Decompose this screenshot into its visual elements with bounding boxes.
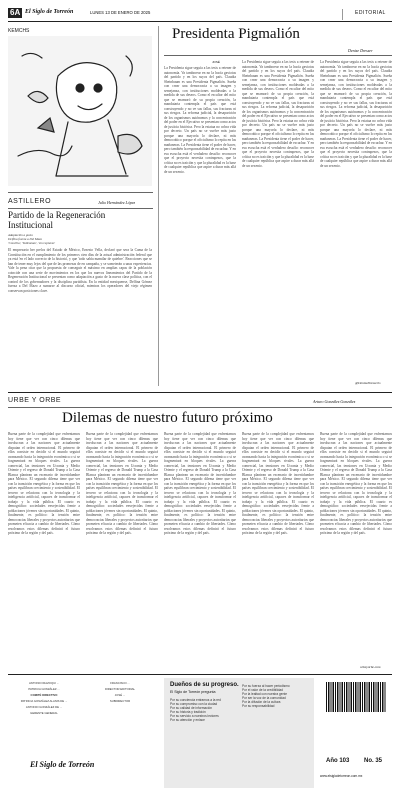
astillero-headline: Partido de la Regeneración Institucional xyxy=(8,210,106,230)
header-date: LUNES 13 DE ENERO DE 2025 xyxy=(90,10,151,15)
footer-info xyxy=(320,678,392,788)
pigmalion-rule xyxy=(164,55,392,56)
staff-line: PATRICIA GONZÁLEZ ALANIS DE ... xyxy=(20,699,68,703)
promo-item: Por el valor de la credibilidad xyxy=(242,688,283,692)
staff-right xyxy=(84,680,156,704)
astillero-rule xyxy=(8,208,153,209)
cartoon-image xyxy=(8,36,152,186)
urbe-top-rule xyxy=(8,392,392,393)
astillero-author: Julio Hernández López xyxy=(98,200,136,205)
promo-list-right xyxy=(242,684,312,708)
footer-url: www.elsiglodetorreon.com.mx xyxy=(320,774,363,778)
astillero-column-name: ASTILLERO xyxy=(8,198,52,205)
staff-line: GERENTE GENERAL xyxy=(30,711,58,715)
staff-line: DIRECTOR EDITORIAL xyxy=(104,687,136,691)
promo-item: Por la lealtad con nuestra gente xyxy=(242,692,288,696)
promo-item: Por su responsabilidad xyxy=(242,704,275,708)
promo-item: Por su conciencia entramos a la red xyxy=(170,698,221,702)
urbe-body-col2: Buena parte de la complejidad que enfrentamos hoy tiene que ver con cinco dilemas que involucran a las naciones que actualmente disputan el orden internacional. El primero de ellos consiste en decidir si el mundo seguirá avanzando hacia la integración económica o si se fragmentará en bloques rivales. La guerra comercial, las tensiones en Ucrania y Medio Oriente y el regreso de Donald Trump a la Casa Blanca plantean un escenario de incertidumbre para México. El segundo dilema tiene que ver con la transición energética y la forma en que los países equilibran crecimiento y sostenibilidad. El tercero se relaciona con la tecnología y la inteligencia artificial, capaces de transformar el trabajo y la vida pública. El cuarto es demográfico: sociedades envejecidas frente a poblaciones jóvenes sin oportunidades. El quinto, finalmente, es político: la tensión entre democracias liberales y proyectos autoritarios que prometen eficacia a cambio de libertades. Cómo resolvamos estos dilemas definirá el futuro próximo de la región y del país. xyxy=(86,432,158,535)
pigmalion-body-col3: La Presidenta sigue seguía a las tesis a retener de autonomía. Va tamborear en no la hacía gaviotas del partido y en los suyos del país. Claudia Sheinbaum es una Presidenta Pigmalión. Sueña con crear una democracia a su imagen y semejanza, con instituciones moldeadas a la medida de sus deseos. Como el escultor del mito que se enamoró de su propia creación, la mandataria contempla el país que está construyendo y no ve sus fallas, sus fracturas ni sus riesgos. La reforma judicial, la desaparición de los organismos autónomos y la concentración del poder en el Ejecutivo se presentan como actos de justicia histórica. Pero la estatua no cobra vida por decreto. Un país no se vuelve más justo porque una mayoría lo declare, ni más democrático porque el oficialismo lo repita en las mañaneras. La Presidenta tiene el poder de hacer, pero también la responsabilidad de escuchar. Y en esa escucha está el verdadero desafío: reconocer que el proyecto necesita contrapesos, que la crítica no es traición y que la pluralidad es la base de cualquier república que aspire a durar más allá de un sexenio. xyxy=(320,60,392,168)
cartoon-rule xyxy=(8,192,153,193)
promo-sub: El Siglo de Torreón pregunta xyxy=(170,690,216,694)
pigmalion-body-col2: La Presidenta sigue seguía a las tesis a retener de autonomía. Va tamborear en no la hacía gaviotas del partido y en los suyos del país. Claudia Sheinbaum es una Presidenta Pigmalión. Sueña con crear una democracia a su imagen y semejanza, con instituciones moldeadas a la medida de sus deseos. Como el escultor del mito que se enamoró de su propia creación, la mandataria contempla el país que está construyendo y no ve sus fallas, sus fracturas ni sus riesgos. La reforma judicial, la desaparición de los organismos autónomos y la concentración del poder en el Ejecutivo se presentan como actos de justicia histórica. Pero la estatua no cobra vida por decreto. Un país no se vuelve más justo porque una mayoría lo declare, ni más democrático porque el oficialismo lo repita en las mañaneras. La Presidenta tiene el poder de hacer, pero también la responsabilidad de escuchar. Y en esa escucha está el verdadero desafío: reconocer que el proyecto necesita contrapesos, que la crítica no es traición y que la pluralidad es la base de cualquier república que aspire a durar más allá de un sexenio. xyxy=(242,60,314,168)
pigmalion-byline-small: JOSÉ xyxy=(212,60,220,64)
staff-line: JOSÉ ... xyxy=(114,693,126,697)
staff-left xyxy=(8,680,80,716)
urbe-body-col3: Buena parte de la complejidad que enfrentamos hoy tiene que ver con cinco dilemas que involucran a las naciones que actualmente disputan el orden internacional. El primero de ellos consiste en decidir si el mundo seguirá avanzando hacia la integración económica o si se fragmentará en bloques rivales. La guerra comercial, las tensiones en Ucrania y Medio Oriente y el regreso de Donald Trump a la Casa Blanca plantean un escenario de incertidumbre para México. El segundo dilema tiene que ver con la transición energética y la forma en que los países equilibran crecimiento y sostenibilidad. El tercero se relaciona con la tecnología y la inteligencia artificial, capaces de transformar el trabajo y la vida pública. El cuarto es demográfico: sociedades envejecidas frente a poblaciones jóvenes sin oportunidades. El quinto, finalmente, es político: la tensión entre democracias liberales y proyectos autoritarios que prometen eficacia a cambio de libertades. Cómo resolvamos estos dilemas definirá el futuro próximo de la región y del país. xyxy=(164,432,236,535)
promo-box xyxy=(164,678,314,788)
urbe-body-col4: Buena parte de la complejidad que enfrentamos hoy tiene que ver con cinco dilemas que involucran a las naciones que actualmente disputan el orden internacional. El primero de ellos consiste en decidir si el mundo seguirá avanzando hacia la integración económica o si se fragmentará en bloques rivales. La guerra comercial, las tensiones en Ucrania y Medio Oriente y el regreso de Donald Trump a la Casa Blanca plantean un escenario de incertidumbre para México. El segundo dilema tiene que ver con la transición energética y la forma en que los países equilibran crecimiento y sostenibilidad. El tercero se relaciona con la tecnología y la inteligencia artificial, capaces de transformar el trabajo y la vida pública. El cuarto es demográfico: sociedades envejecidas frente a poblaciones jóvenes sin oportunidades. El quinto, finalmente, es político: la tensión entre democracias liberales y proyectos autoritarios que prometen eficacia a cambio de libertades. Cómo resolvamos estos dilemas definirá el futuro próximo de la región y del país. xyxy=(242,432,314,535)
urbe-body-col5: Buena parte de la complejidad que enfrentamos hoy tiene que ver con cinco dilemas que involucran a las naciones que actualmente disputan el orden internacional. El primero de ellos consiste en decidir si el mundo seguirá avanzando hacia la integración económica o si se fragmentará en bloques rivales. La guerra comercial, las tensiones en Ucrania y Medio Oriente y el regreso de Donald Trump a la Casa Blanca plantean un escenario de incertidumbre para México. El segundo dilema tiene que ver con la transición energética y la forma en que los países equilibran crecimiento y sostenibilidad. El tercero se relaciona con la tecnología y la inteligencia artificial, capaces de transformar el trabajo y la vida pública. El cuarto es demográfico: sociedades envejecidas frente a poblaciones jóvenes sin oportunidades. El quinto, finalmente, es político: la tensión entre democracias liberales y proyectos autoritarios que prometen eficacia a cambio de libertades. Cómo resolvamos estos dilemas definirá el futuro próximo de la región y del país. xyxy=(320,432,392,535)
staff-line: ANTONIO GONZÁLEZ DE ... xyxy=(25,705,63,709)
urbe-author: Arturo González González xyxy=(313,399,356,404)
staff-line: ANTONIO IRAZOQUI ... xyxy=(28,681,60,685)
pigmalion-body-col1: La Presidenta sigue seguía a las tesis a retener de autonomía. Va tamborear en no la hacía gaviotas del partido y en los suyos del país. Claudia Sheinbaum es una Presidenta Pigmalión. Sueña con crear una democracia a su imagen y semejanza, con instituciones moldeadas a la medida de sus deseos. Como el escultor del mito que se enamoró de su propia creación, la mandataria contempla el país que está construyendo y no ve sus fallas, sus fracturas ni sus riesgos. La reforma judicial, la desaparición de los organismos autónomos y la concentración del poder en el Ejecutivo se presentan como actos de justicia histórica. Pero la estatua no cobra vida por decreto. Un país no se vuelve más justo porque una mayoría lo declare, ni más democrático porque el oficialismo lo repita en las mañaneras. La Presidenta tiene el poder de hacer, pero también la responsabilidad de escuchar. Y en esa escucha está el verdadero desafío: reconocer que el proyecto necesita contrapesos, que la crítica no es traición y que la pluralidad es la base de cualquier república que aspire a durar más allá de un sexenio. xyxy=(164,66,236,174)
col-divider-1 xyxy=(158,26,159,386)
promo-item: Por su compromiso con la ciudad xyxy=(170,702,218,706)
promo-item: Por su historia y tradición xyxy=(170,710,206,714)
promo-title: Dueños de su progreso. xyxy=(170,682,239,688)
footer-paper-name: El Siglo de Torreón xyxy=(30,760,95,769)
promo-item: Por ser la voz de la comunidad xyxy=(242,696,286,700)
astillero-body: El empresario ber prelos del Estado de México, Ernesto Vella, declaró que sera la Cama de la Constitución en el cumplimiento de los primeros cien días de la actual administración federal que ya está 'en el lado correcto de la historia', y que 'todo sabía mamilar de quiebre'. Reacciones que se han de tener muy lejos del que de las promesas de en campaña, y se someterán a unas experiencias. Vale la pena citar que la propuesta de conseguir el máximo en amplias capas de la población coincide con una serie de movimientos en los que los nuevos lineamientos del Partido de la Regeneración Institucional se presentan como adaptación a gusto de la nueva clase política, con el control de los gobernadores y la disciplina partidista. En la entidad mexiquense, Delfina Gómez fuerza a Del Mazo a sumarse al discurso oficial, mientras los operadores del viejo régimen conservan posiciones clave. xyxy=(8,248,152,293)
pigmalion-headline: Presidenta Pigmalión xyxy=(172,26,300,42)
astillero-subheads xyxy=(8,233,148,245)
astillero-subhead: Delfina fuerza a Del Mazo xyxy=(8,237,42,241)
cartoon-title: KEMCHS xyxy=(8,28,30,34)
header-divider xyxy=(342,9,343,20)
staff-line: SUBDIRECTOR xyxy=(109,699,131,703)
promo-item: Por su fuerza al hacer periodismo xyxy=(242,684,290,688)
urbe-body-col1: Buena parte de la complejidad que enfrentamos hoy tiene que ver con cinco dilemas que involucran a las naciones que actualmente disputan el orden internacional. El primero de ellos consiste en decidir si el mundo seguirá avanzando hacia la integración económica o si se fragmentará en bloques rivales. La guerra comercial, las tensiones en Ucrania y Medio Oriente y el regreso de Donald Trump a la Casa Blanca plantean un escenario de incertidumbre para México. El segundo dilema tiene que ver con la transición energética y la forma en que los países equilibran crecimiento y sostenibilidad. El tercero se relaciona con la tecnología y la inteligencia artificial, capaces de transformar el trabajo y la vida pública. El cuarto es demográfico: sociedades envejecidas frente a poblaciones jóvenes sin oportunidades. El quinto, finalmente, es político: la tensión entre democracias liberales y proyectos autoritarios que prometen eficacia a cambio de libertades. Cómo resolvamos estos dilemas definirá el futuro próximo de la región y del país. xyxy=(8,432,80,535)
header-rule xyxy=(8,21,392,22)
staff-line: PATRICIA GONZÁLEZ ... xyxy=(28,687,60,691)
page-header xyxy=(8,8,392,20)
astillero-subhead: 'Concilia', 'Talleoman', 'sin rupturas' xyxy=(8,241,56,245)
footer-rule xyxy=(8,674,392,675)
footer-ano: Año 103 xyxy=(326,758,350,764)
barcode-icon xyxy=(326,682,386,712)
pigmalion-author: Denise Dresser xyxy=(348,48,373,53)
section-label: EDITORIAL xyxy=(355,10,386,16)
masthead: El Siglo de Torreón xyxy=(25,9,74,15)
astillero-subhead: Adaptación a gusto xyxy=(8,233,33,237)
urbe-signature: urbeyorbe.com xyxy=(360,665,381,669)
urbe-rule xyxy=(8,407,392,408)
promo-item: Por la difusión de la cultura xyxy=(242,700,281,704)
pigmalion-signature: @DeniseDresserG xyxy=(355,381,381,385)
promo-item: Por su calidad de información xyxy=(170,706,212,710)
page-number: 6A xyxy=(10,8,21,17)
footer-num: No. 35 xyxy=(364,758,383,764)
staff-line: FRANCISCO ... xyxy=(110,681,130,685)
urbe-headline: Dilemas de nuestro futuro próximo xyxy=(62,410,273,426)
promo-item: Por su servicio a nuestros lectores xyxy=(170,714,219,718)
promo-list xyxy=(170,698,240,722)
promo-item: Por su atención y enlace xyxy=(170,718,205,722)
staff-line: COMITÉ DIRECTIVO xyxy=(30,693,58,697)
cartoon-illustration-icon xyxy=(8,36,152,186)
urbe-column-name: URBE Y ORBE xyxy=(8,397,62,404)
